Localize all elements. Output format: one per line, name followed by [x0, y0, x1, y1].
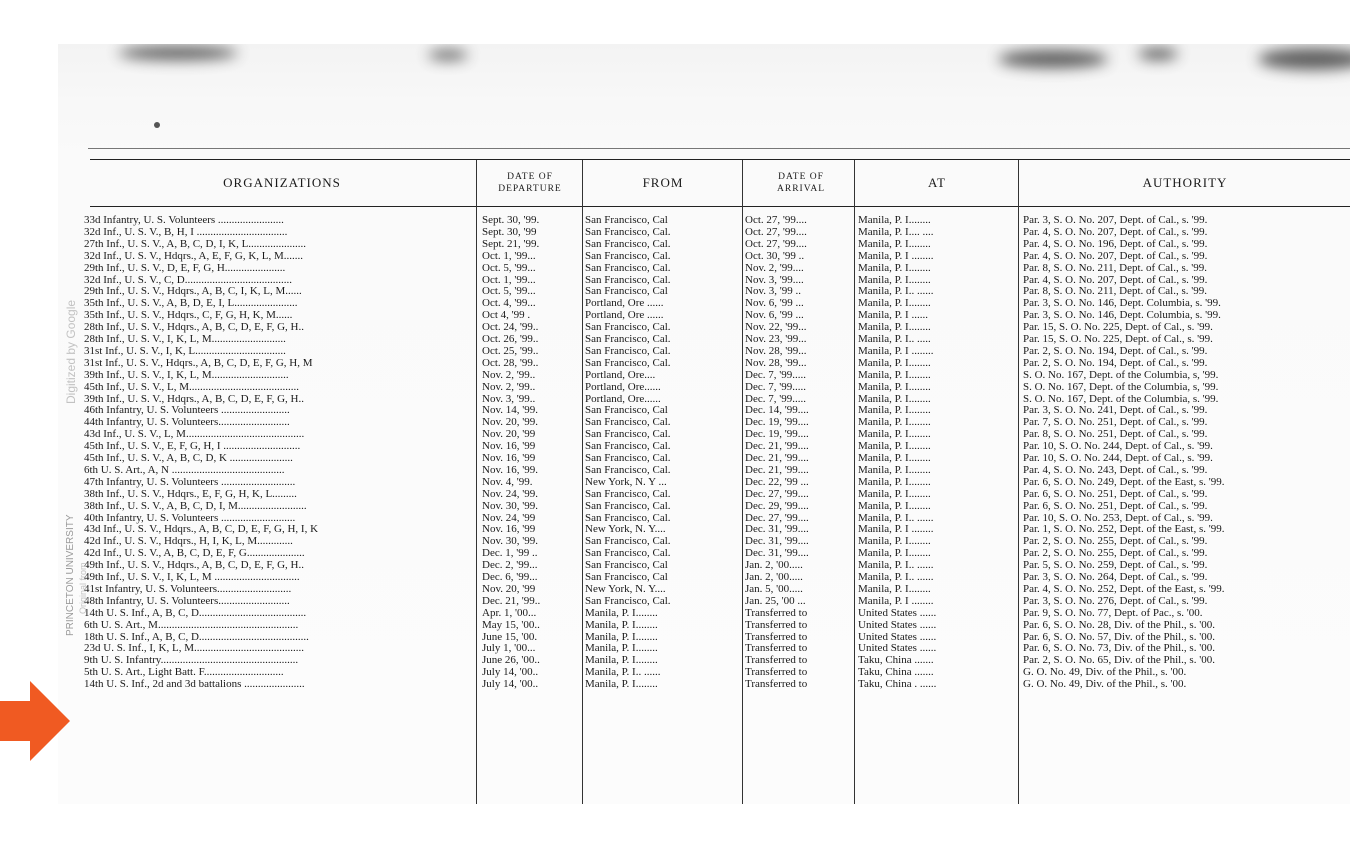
cell-organization: 39th Inf., U. S. V., I, K, L, M............................ — [84, 368, 289, 381]
cell-from: San Francisco, Cal. — [585, 452, 671, 464]
cell-organization: 47th Infantry, U. S. Volunteers ........................... — [84, 475, 296, 488]
cell-at: Manila, P. I.. ...... — [858, 559, 934, 572]
column-divider — [1018, 160, 1019, 804]
cell-departure: Dec. 21, '99.. — [482, 594, 541, 607]
cell-arrival: Nov. 22, '99... — [745, 321, 807, 334]
cell-at: Manila, P. I........ — [858, 321, 931, 334]
page-rule — [88, 148, 1350, 149]
cell-at: Manila, P. I ........ — [858, 594, 934, 607]
arrow-icon-shape — [0, 681, 70, 761]
cell-departure: Oct. 5, '99... — [482, 285, 536, 298]
cell-departure: Dec. 1, '99 .. — [482, 547, 538, 560]
cell-at: Manila, P. I........ — [858, 463, 931, 476]
cell-departure: Nov. 16, '99 — [482, 523, 536, 536]
cell-arrival: Transferred to — [745, 642, 808, 655]
cell-arrival: Oct. 30, '99 .. — [745, 249, 805, 262]
cell-arrival: Jan. 5, '00..... — [745, 582, 803, 595]
cell-organization: 27th Inf., U. S. V., A, B, C, D, I, K, L..................... — [84, 237, 307, 250]
cell-from: San Francisco, Cal. — [585, 547, 671, 560]
cell-authority: Par. 2, S. O. No. 255, Dept. of Cal., s. '99. — [1023, 535, 1208, 548]
cell-authority: Par. 8, S. O. No. 211, Dept. of Cal., s. '99. — [1023, 261, 1207, 274]
cell-arrival: Oct. 27, '99.... — [745, 214, 807, 226]
cell-from: San Francisco, Cal. — [585, 356, 671, 369]
cell-at: Manila, P. I........ — [858, 404, 931, 417]
cell-authority: Par. 5, S. O. No. 259, Dept. of Cal., s. '99. — [1023, 559, 1208, 572]
cell-departure: Sept. 30, '99. — [482, 214, 540, 226]
cell-authority: Par. 3, S. O. No. 241, Dept. of Cal., s. '99. — [1023, 404, 1208, 417]
cell-organization: 31st Inf., U. S. V., Hdqrs., A, B, C, D, E, F, G, H, M — [84, 356, 313, 369]
cell-from: San Francisco, Cal. — [585, 428, 671, 441]
arrow-icon — [0, 681, 70, 761]
cell-from: San Francisco, Cal. — [585, 333, 671, 345]
cell-arrival: Oct. 27, '99.... — [745, 237, 807, 250]
cell-authority: Par. 10, S. O. No. 244, Dept. of Cal., s. '99. — [1023, 440, 1213, 453]
cell-departure: Nov. 16, '99 — [482, 452, 536, 464]
cell-organization: 32d Inf., U. S. V., C, D....................................... — [84, 273, 292, 286]
cell-departure: Nov. 16, '99 — [482, 440, 536, 453]
cell-arrival: Nov. 28, '99... — [745, 356, 807, 369]
cell-at: Taku, China ....... — [858, 666, 934, 679]
cell-organization: 43d Inf., U. S. V., Hdqrs., A, B, C, D, E, F, G, H, I, K — [84, 523, 319, 536]
cell-departure: July 1, '00... — [482, 642, 536, 655]
cell-at: Manila, P. I........ — [858, 416, 931, 429]
scan-smudge — [118, 46, 238, 60]
cell-authority: S. O. No. 167, Dept. of the Columbia, s, '99. — [1023, 380, 1219, 393]
cell-from: New York, N. Y ... — [585, 475, 667, 488]
cell-at: Manila, P. I........ — [858, 392, 931, 405]
cell-from: San Francisco, Cal. — [585, 344, 671, 357]
cell-organization: 23d U. S. Inf., I, K, L, M........................................ — [84, 642, 304, 655]
cell-departure: Sept. 21, '99. — [482, 237, 540, 250]
cell-at: Manila, P. I.. ...... — [858, 285, 934, 298]
cell-at: Taku, China . ...... — [858, 678, 937, 691]
cell-authority: Par. 3, S. O. No. 264, Dept. of Cal., s. '99. — [1023, 571, 1208, 583]
cell-at: Manila, P. I........ — [858, 535, 931, 548]
cell-departure: June 26, '00.. — [482, 654, 540, 667]
cell-at: Manila, P. I........ — [858, 273, 931, 286]
cell-authority: Par. 4, S. O. No. 207, Dept. of Cal., s. '99. — [1023, 249, 1208, 262]
cell-from: San Francisco, Cal — [585, 214, 668, 226]
cell-departure: Oct. 28, '99.. — [482, 356, 539, 369]
cell-arrival: Transferred to — [745, 666, 808, 679]
cell-authority: Par. 4, S. O. No. 207, Dept. of Cal., s. '99. — [1023, 273, 1208, 286]
cell-arrival: Jan. 25, '00 ... — [745, 594, 806, 607]
cell-departure: Oct. 5, '99... — [482, 261, 536, 274]
cell-from: San Francisco, Cal — [585, 571, 668, 583]
scan-smudge — [428, 50, 468, 60]
cell-departure: Oct 4, '99 . — [482, 309, 531, 322]
cell-from: New York, N. Y.... — [585, 523, 666, 536]
watermark-digitized: Digitized by Google — [64, 299, 78, 404]
cell-authority: Par. 6, S. O. No. 249, Dept. of the East, s. '99. — [1023, 475, 1225, 488]
cell-at: Manila, P. I........ — [858, 487, 931, 500]
cell-arrival: Dec. 29, '99.... — [745, 499, 809, 512]
cell-organization: 33d Infantry, U. S. Volunteers ........................ — [84, 214, 284, 226]
cell-arrival: Nov. 6, '99 ... — [745, 309, 804, 322]
cell-arrival: Transferred to — [745, 618, 808, 631]
cell-arrival: Dec. 19, '99.... — [745, 428, 809, 441]
cell-at: Manila, P. I........ — [858, 297, 931, 310]
cell-organization: 49th Inf., U. S. V., Hdqrs., A, B, C, D, E, F, G, H.. — [84, 559, 304, 572]
cell-arrival: Nov. 28, '99... — [745, 344, 807, 357]
cell-arrival: Dec. 27, '99.... — [745, 487, 809, 500]
cell-organization: 41st Infantry, U. S. Volunteers........................... — [84, 582, 292, 595]
cell-from: Manila, P. I........ — [585, 654, 658, 667]
cell-from: Manila, P. I........ — [585, 606, 658, 619]
header-at: AT — [928, 175, 946, 190]
cell-organization: 45th Inf., U. S. V., A, B, C, D, K ....................... — [84, 452, 293, 464]
cell-from: Portland, Ore ...... — [585, 309, 664, 322]
cell-arrival: Dec. 14, '99.... — [745, 404, 809, 417]
header-authority: AUTHORITY — [1142, 175, 1228, 190]
cell-from: San Francisco, Cal. — [585, 249, 671, 262]
cell-organization: 29th Inf., U. S. V., D, E, F, G, H...................... — [84, 261, 286, 274]
cell-from: Manila, P. I.. ...... — [585, 666, 661, 679]
cell-arrival: Dec. 7, '99..... — [745, 392, 806, 405]
cell-authority: Par. 1, S. O. No. 252, Dept. of the East, s. '99. — [1023, 523, 1225, 536]
cell-departure: Apr. 1, '00... — [482, 606, 537, 619]
cell-at: Manila, P. I........ — [858, 547, 931, 560]
cell-organization: 45th Inf., U. S. V., E, F, G, H, I ............................ — [84, 440, 301, 453]
cell-departure: July 14, '00.. — [482, 666, 539, 679]
cell-organization: 6th U. S. Art., A, N ......................................... — [84, 463, 285, 476]
cell-from: Manila, P. I........ — [585, 642, 658, 655]
cell-departure: Dec. 6, '99... — [482, 571, 538, 583]
cell-departure: Nov. 16, '99. — [482, 463, 538, 476]
cell-arrival: Jan. 2, '00..... — [745, 571, 803, 583]
cell-organization: 44th Infantry, U. S. Volunteers.......................... — [84, 416, 290, 429]
cell-organization: 9th U. S. Infantry.................................................. — [84, 654, 299, 667]
cell-at: Manila, P. I ........ — [858, 344, 934, 357]
cell-departure: July 14, '00.. — [482, 678, 539, 691]
cell-authority: Par. 10, S. O. No. 244, Dept. of Cal., s. '99. — [1023, 452, 1213, 464]
cell-from: San Francisco, Cal. — [585, 440, 671, 453]
cell-from: New York, N. Y.... — [585, 582, 666, 595]
cell-at: Manila, P. I.. ..... — [858, 333, 931, 345]
cell-departure: Nov. 24, '99. — [482, 487, 538, 500]
cell-authority: Par. 3, S. O. No. 276, Dept. of Cal., s. '99. — [1023, 594, 1208, 607]
cell-at: Manila, P. I........ — [858, 261, 931, 274]
cell-departure: Oct. 1, '99... — [482, 273, 536, 286]
cell-authority: Par. 2, S. O. No. 194, Dept. of Cal., s. '99. — [1023, 344, 1208, 357]
cell-authority: G. O. No. 49, Div. of the Phil., s. '00. — [1023, 666, 1187, 679]
cell-departure: Nov. 20, '99 — [482, 582, 536, 595]
cell-authority: Par. 6, S. O. No. 28, Div. of the Phil., s. '00. — [1023, 618, 1215, 631]
cell-arrival: Dec. 21, '99.... — [745, 452, 809, 464]
cell-arrival: Transferred to — [745, 606, 808, 619]
cell-at: Manila, P. I.. ...... — [858, 511, 934, 524]
cell-at: Manila, P. I ...... — [858, 309, 928, 322]
cell-organization: 39th Inf., U. S. V., Hdqrs., A, B, C, D, E, F, G, H.. — [84, 392, 304, 405]
cell-at: Manila, P. I........ — [858, 499, 931, 512]
cell-arrival: Nov. 3, '99 .. — [745, 285, 801, 298]
cell-organization: 14th U. S. Inf., 2d and 3d battalions ...................... — [84, 678, 305, 691]
cell-arrival: Dec. 19, '99.... — [745, 416, 809, 429]
scan-smudge — [998, 50, 1108, 68]
cell-at: United States ...... — [858, 642, 937, 655]
cell-from: San Francisco, Cal — [585, 285, 668, 298]
cell-from: San Francisco, Cal. — [585, 463, 671, 476]
cell-departure: Nov. 30, '99. — [482, 535, 538, 548]
cell-organization: 49th Inf., U. S. V., I, K, L, M ............................... — [84, 571, 300, 583]
cell-organization: 38th Inf., U. S. V., Hdqrs., E, F, G, H, K, L......... — [84, 487, 297, 500]
cell-arrival: Dec. 7, '99..... — [745, 368, 806, 381]
cell-arrival: Dec. 22, '99 ... — [745, 475, 809, 488]
cell-arrival: Oct. 27, '99.... — [745, 225, 807, 238]
cell-authority: S. O. No. 167, Dept. of the Columbia, s. '99. — [1023, 392, 1219, 405]
cell-departure: Nov. 20, '99 — [482, 428, 536, 441]
cell-departure: Oct. 24, '99.. — [482, 321, 539, 334]
cell-departure: Nov. 4, '99. — [482, 475, 533, 488]
header-organizations: ORGANIZATIONS — [223, 175, 341, 190]
cell-organization: 45th Inf., U. S. V., L, M........................................ — [84, 380, 300, 393]
cell-organization: 29th Inf., U. S. V., Hdqrs., A, B, C, I, K, L, M...... — [84, 285, 302, 298]
cell-authority: Par. 4, S. O. No. 207, Dept. of Cal., s. '99. — [1023, 225, 1208, 238]
cell-at: Manila, P. I ........ — [858, 249, 934, 262]
cell-at: Taku, China ....... — [858, 654, 934, 667]
cell-departure: May 15, '00.. — [482, 618, 540, 631]
scan-smudge — [1258, 48, 1350, 70]
cell-from: San Francisco, Cal. — [585, 273, 671, 286]
cell-from: Portland, Ore ...... — [585, 297, 664, 310]
cell-organization: 38th Inf., U. S. V., A, B, C, D, I, M......................... — [84, 499, 307, 512]
cell-arrival: Dec. 31, '99.... — [745, 523, 809, 536]
cell-at: Manila, P. I........ — [858, 440, 931, 453]
cell-at: Manila, P. I.... .... — [858, 225, 934, 238]
scan-speck — [154, 122, 160, 128]
cell-authority: Par. 10, S. O. No. 253, Dept. of Cal., s. '99. — [1023, 511, 1213, 524]
cell-arrival: Dec. 21, '99.... — [745, 463, 809, 476]
cell-arrival: Jan. 2, '00..... — [745, 559, 803, 572]
cell-authority: Par. 3, S. O. No. 207, Dept. of Cal., s. '99. — [1023, 214, 1208, 226]
cell-organization: 42d Inf., U. S. V., Hdqrs., H, I, K, L, M............. — [84, 535, 293, 548]
cell-authority: Par. 4, S. O. No. 196, Dept. of Cal., s. '99. — [1023, 237, 1208, 250]
cell-from: San Francisco, Cal — [585, 559, 668, 572]
cell-organization: 40th Infantry, U. S. Volunteers ........................... — [84, 511, 296, 524]
cell-at: Manila, P. I........ — [858, 356, 931, 369]
cell-authority: Par. 2, S. O. No. 194, Dept. of Cal., s. '99. — [1023, 356, 1208, 369]
cell-from: San Francisco, Cal. — [585, 225, 671, 238]
cell-at: Manila, P. I........ — [858, 214, 931, 226]
cell-arrival: Transferred to — [745, 630, 808, 643]
cell-authority: Par. 6, S. O. No. 73, Div. of the Phil., s. '00. — [1023, 642, 1215, 655]
cell-authority: Par. 7, S. O. No. 251, Dept. of Cal., s. '99. — [1023, 416, 1208, 429]
cell-at: United States ...... — [858, 618, 937, 631]
cell-authority: Par. 2, S. O. No. 65, Div. of the Phil., s. '00. — [1023, 654, 1215, 667]
cell-authority: Par. 9, S. O. No. 77, Dept. of Pac., s. '00. — [1023, 606, 1203, 619]
table-header-bottom-rule — [90, 206, 1350, 207]
cell-organization: 42d Inf., U. S. V., A, B, C, D, E, F, G..................... — [84, 547, 305, 560]
cell-from: San Francisco, Cal. — [585, 499, 671, 512]
cell-arrival: Nov. 2, '99.... — [745, 261, 804, 274]
watermark-original: Original from — [78, 562, 88, 614]
cell-arrival: Dec. 31, '99.... — [745, 535, 809, 548]
header-from: FROM — [642, 175, 684, 190]
cell-organization: 28th Inf., U. S. V., Hdqrs., A, B, C, D, E, F, G, H.. — [84, 321, 304, 334]
cell-arrival: Dec. 7, '99..... — [745, 380, 806, 393]
cell-authority: Par. 4, S. O. No. 243, Dept. of Cal., s. '99. — [1023, 463, 1208, 476]
cell-departure: Nov. 2, '99.. — [482, 380, 536, 393]
cell-departure: Dec. 2, '99... — [482, 559, 538, 572]
cell-at: Manila, P. I........ — [858, 380, 931, 393]
cell-authority: Par. 8, S. O. No. 211, Dept. of Cal., s. '99. — [1023, 285, 1207, 298]
cell-from: Portland, Ore...... — [585, 392, 661, 405]
cell-departure: Nov. 2, '99.. — [482, 368, 536, 381]
cell-departure: Nov. 30, '99. — [482, 499, 538, 512]
cell-departure: Oct. 25, '99.. — [482, 344, 539, 357]
cell-from: Manila, P. I........ — [585, 618, 658, 631]
cell-from: Portland, Ore...... — [585, 380, 661, 393]
cell-organization: 14th U. S. Inf., A, B, C, D....................................... — [84, 606, 307, 619]
cell-organization: 32d Inf., U. S. V., B, H, I ................................. — [84, 225, 288, 238]
cell-at: Manila, P. I........ — [858, 428, 931, 441]
cell-departure: Oct. 4, '99... — [482, 297, 536, 310]
cell-arrival: Transferred to — [745, 678, 808, 691]
cell-departure: Sept. 30, '99 — [482, 225, 537, 238]
cell-at: United States ...... — [858, 630, 937, 643]
cell-from: San Francisco, Cal. — [585, 416, 671, 429]
cell-arrival: Dec. 31, '99.... — [745, 547, 809, 560]
cell-from: Manila, P. I........ — [585, 630, 658, 643]
cell-authority: Par. 8, S. O. No. 251, Dept. of Cal., s. '99. — [1023, 428, 1208, 441]
cell-from: Portland, Ore.... — [585, 368, 656, 381]
cell-from: San Francisco, Cal. — [585, 321, 671, 334]
watermark-institution: PRINCETON UNIVERSITY — [65, 514, 76, 636]
cell-organization: 35th Inf., U. S. V., Hdqrs., C, F, G, H, K, M...... — [84, 309, 293, 322]
cell-from: San Francisco, Cal. — [585, 594, 671, 607]
scanned-page — [58, 44, 1350, 804]
cell-from: Manila, P. I........ — [585, 678, 658, 691]
cell-organization: 31st Inf., U. S. V., I, K, L................................. — [84, 344, 286, 357]
cell-organization: 6th U. S. Art., M................................................... — [84, 618, 299, 631]
cell-arrival: Transferred to — [745, 654, 808, 667]
cell-arrival: Nov. 6, '99 ... — [745, 297, 804, 310]
column-divider — [582, 160, 583, 804]
cell-at: Manila, P. I........ — [858, 582, 931, 595]
cell-authority: Par. 3, S. O. No. 146, Dept. Columbia, s. '99. — [1023, 297, 1221, 310]
scan-smudge — [1138, 48, 1178, 60]
cell-at: Manila, P. I ........ — [858, 523, 934, 536]
cell-organization: 32d Inf., U. S. V., Hdqrs., A, E, F, G, K, L, M....... — [84, 249, 304, 262]
cell-authority: Par. 2, S. O. No. 255, Dept. of Cal., s. '99. — [1023, 547, 1208, 560]
cell-organization: 18th U. S. Inf., A, B, C, D........................................ — [84, 630, 309, 643]
cell-departure: Oct. 1, '99... — [482, 249, 536, 262]
cell-authority: G. O. No. 49, Div. of the Phil., s. '00. — [1023, 678, 1187, 691]
cell-authority: Par. 4, S. O. No. 252, Dept. of the East, s. '99. — [1023, 582, 1225, 595]
cell-authority: Par. 15, S. O. No. 225, Dept. of Cal., s. '99. — [1023, 333, 1213, 345]
cell-organization: 28th Inf., U. S. V., I, K, L, M........................... — [84, 333, 286, 345]
header-date-of-departure: DATE OF DEPARTURE — [498, 172, 562, 194]
cell-from: San Francisco, Cal. — [585, 237, 671, 250]
cell-authority: Par. 6, S. O. No. 251, Dept. of Cal., s. '99. — [1023, 499, 1208, 512]
cell-authority: Par. 3, S. O. No. 146, Dept. Columbia, s. '99. — [1023, 309, 1221, 322]
cell-from: San Francisco, Cal. — [585, 487, 671, 500]
cell-arrival: Nov. 3, '99.... — [745, 273, 804, 286]
cell-at: Manila, P. I........ — [858, 452, 931, 464]
cell-organization: 43d Inf., U. S. V., L, M........................................... — [84, 428, 305, 441]
cell-departure: Nov. 14, '99. — [482, 404, 538, 417]
cell-at: United States ...... — [858, 606, 937, 619]
cell-departure: Nov. 20, '99. — [482, 416, 538, 429]
cell-at: Manila, P. I........ — [858, 475, 931, 488]
column-divider — [476, 160, 477, 804]
cell-organization: 35th Inf., U. S. V., A, B, D, E, I, L....................... — [84, 297, 298, 310]
cell-from: San Francisco, Cal — [585, 404, 668, 417]
cell-departure: June 15, '00. — [482, 630, 538, 643]
cell-authority: Par. 6, S. O. No. 251, Dept. of Cal., s. '99. — [1023, 487, 1208, 500]
cell-authority: Par. 15, S. O. No. 225, Dept. of Cal., s. '99. — [1023, 321, 1213, 334]
cell-at: Manila, P. I........ — [858, 237, 931, 250]
cell-from: San Francisco, Cal. — [585, 511, 671, 524]
cell-at: Manila, P. I.. ...... — [858, 571, 934, 583]
cell-from: San Francisco, Cal. — [585, 261, 671, 274]
cell-organization: 5th U. S. Art., Light Batt. F............................. — [84, 666, 284, 679]
cell-at: Manila, P. I........ — [858, 368, 931, 381]
cell-departure: Nov. 3, '99.. — [482, 392, 536, 405]
cell-arrival: Dec. 27, '99.... — [745, 511, 809, 524]
cell-organization: 46th Infantry, U. S. Volunteers ......................... — [84, 404, 290, 417]
cell-arrival: Nov. 23, '99... — [745, 333, 807, 345]
cell-arrival: Dec. 21, '99.... — [745, 440, 809, 453]
cell-authority: S. O. No. 167, Dept. of the Columbia, s, '99. — [1023, 368, 1219, 381]
cell-departure: Oct. 26, '99.. — [482, 333, 539, 345]
cell-authority: Par. 6, S. O. No. 57, Div. of the Phil., s. '00. — [1023, 630, 1215, 643]
header-date-of-arrival: DATE OF ARRIVAL — [777, 172, 825, 194]
cell-from: San Francisco, Cal. — [585, 535, 671, 548]
cell-departure: Nov. 24, '99 — [482, 511, 536, 524]
cell-organization: 48th Infantry, U. S. Volunteers.......................... — [84, 594, 290, 607]
